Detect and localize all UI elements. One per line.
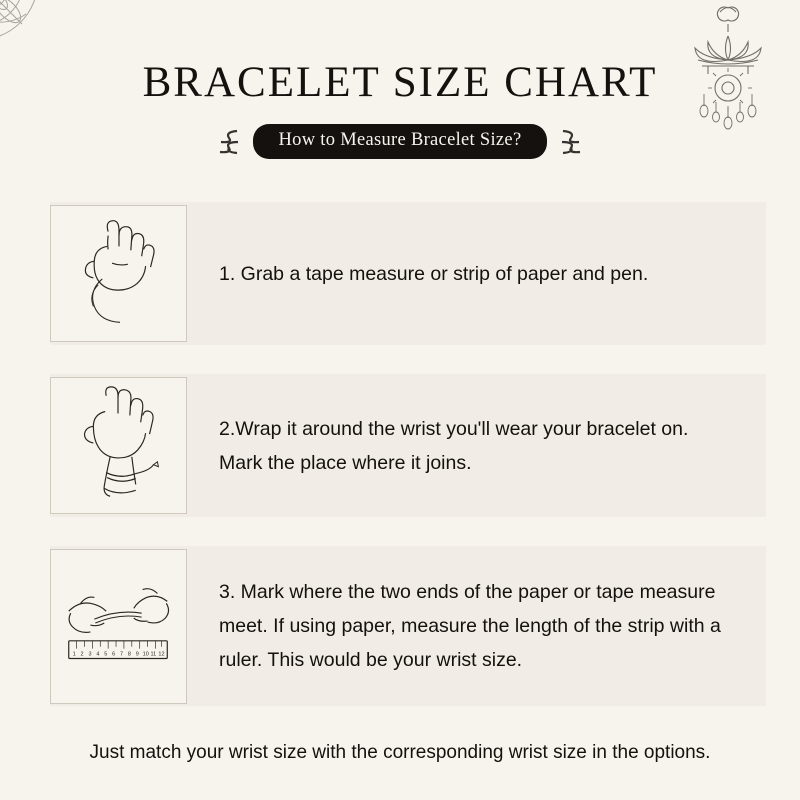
step-text [219, 202, 648, 345]
svg-text:11: 11 [150, 651, 157, 658]
svg-text:3: 3 [88, 651, 92, 658]
svg-text:1: 1 [72, 651, 76, 658]
svg-text:6: 6 [112, 651, 116, 658]
svg-text:10: 10 [142, 651, 149, 658]
steps-list [0, 202, 800, 735]
svg-text:12: 12 [158, 651, 165, 658]
svg-text:9: 9 [135, 651, 139, 658]
hands-measuring-paper-strip-with-ruler-icon [50, 549, 187, 704]
step-2-text: 2.Wrap it around the wrist you'll wear your bracelet on. Mark the place where it joins. [219, 417, 689, 474]
list-item [0, 202, 800, 345]
flourish-left-icon [215, 127, 241, 157]
hand-wrapping-tape-around-wrist-icon [50, 377, 187, 514]
step-1-text: 1. Grab a tape measure or strip of paper and pen. [219, 262, 649, 285]
svg-text:2: 2 [80, 651, 84, 658]
svg-text:5: 5 [104, 651, 108, 658]
svg-text:8: 8 [127, 651, 131, 658]
page-title: BRACELET SIZE CHART [142, 59, 658, 106]
subtitle-pill: How to Measure Bracelet Size? [253, 124, 548, 159]
subtitle-row [0, 124, 800, 159]
list-item [0, 546, 800, 706]
list-item [0, 374, 800, 517]
step-text [219, 546, 760, 706]
svg-text:7: 7 [119, 651, 124, 658]
step-3-text: 3. Mark where the two ends of the paper or tape measure meet. If using paper, measure the length of the strip with a ruler. This would be your wrist size. [219, 581, 721, 671]
svg-text:4: 4 [96, 651, 100, 658]
step-text [219, 374, 724, 517]
footer-note: Just match your wrist size with the corresponding wrist size in the options. [89, 742, 711, 763]
fist-hand-with-tape-icon [50, 205, 187, 342]
flourish-right-icon [559, 127, 585, 157]
